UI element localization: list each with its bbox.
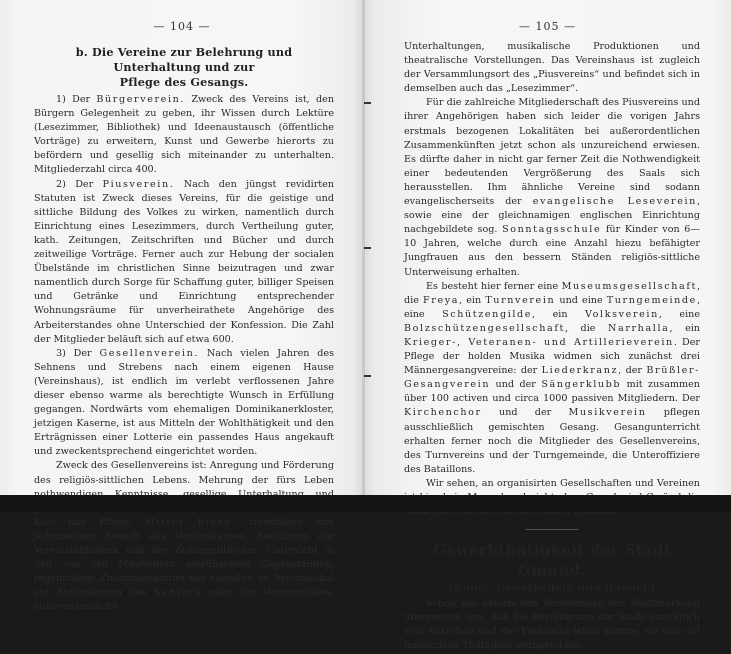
emphasized-term: evangelische Leseverein: [532, 196, 697, 208]
paragraph-text: mit zusammen über 100 activen und circa 1000 passiven Mitgliedern. Der: [404, 379, 700, 405]
section-heading: b. Die Vereine zur Belehrung und Unterhaltung und zur: [75, 45, 293, 74]
paragraph-text: Es besteht hier ferner eine: [426, 280, 562, 292]
paragraph-text: und der: [490, 379, 542, 391]
paragraph-text: und der: [481, 407, 569, 419]
paragraph-text: freiwilliger und jederzeitiger Besuch des Vereinshauses, Benützung der Vereinsbibliothek und der Zeitungsliteratur, Unterricht in den von den Mitgliedern gewünschten Gegenständen, regelmäßige Zusammenkünfte der Gesellen im Vereinslokal auf Aufforderung des: [34, 516, 335, 599]
paragraph-text: , der: [618, 365, 647, 377]
paragraph-text: , ein: [459, 294, 486, 306]
left-page-body: [34, 45, 334, 614]
paragraph-text: pflegen ausschließlich gemischten Gesang. Gesangunterricht erhalten ferner noch die Mitglieder des Gesellenvereins, des Turnvereins und der Turngemeinde, die Unteroffiziere des Bataillons.: [404, 407, 700, 475]
emphasized-term: Brüßler-Gesangverein: [404, 365, 700, 391]
paragraph-text: , die: [404, 280, 700, 306]
paragraph-text: Nach vielen Jahren des Sehnens und Strebens nach einem eigenen Hause (Vereinshaus), ist endlich im verlebt verflossenen Jahre dieser ebenso warme als berechtigte Wunsch in Erfüllung gegangen. Nordwärts vom ehemaligen Dominikanerkloster, jetzigen Kaserne, ist aus Mitteln der Wohlthätigkeit und den Erträgnissen einer Lotterie ein passendes Haus angekauft und zweckentsprechend eingerichtet worden.: [34, 347, 335, 458]
spine-binding-mark: [364, 247, 371, 249]
paragraph-text: Nach den jüngst revidirten Statuten ist Zweck dieses Vereins, für die geistige und sittliche Bildung des Volkes zu wirken, namentlich durch Einrichtung eines Lesezimmers, durch Vertheilung guter, kath. Zeitungen, Zeitschriften und Bücher und durch zeitweilige Vorträge. Ferner auch zur Hebung der socialen Übelstände im christlichen Sinne beizutragen und zwar namentlich durch Sorge für Schaffung guter, billiger Speisen und Getränke und Einrichtung entsprechender Wohnungsräume für unverheirathete Angehörige des Arbeiterstandes ohne Unterschied der Konfession. Die Zahl der Mitglieder beläuft sich auf etwa 600.: [34, 178, 334, 345]
emphasized-term: Schützengilde: [442, 308, 533, 320]
paragraph-text: , eine: [404, 294, 701, 320]
paragraph-text: . Der Pflege der holden Musika widmen sich zunächst drei Männergesangvereine: der: [404, 336, 700, 377]
paragraph-text: , sowie eine der gleichnamigen englischen Einrichtung nachgebildete sog.: [404, 196, 700, 236]
paragraph-piusverein: [34, 178, 334, 347]
emphasized-term: Krieger-, Veteranen- und Artillerieverein: [404, 336, 674, 348]
paragraph-prefix: 2) Der: [56, 178, 103, 190]
paragraph-text: oder des Vereinspräses, außerordentliche: [34, 587, 334, 613]
emphasized-term: Freya: [423, 294, 460, 306]
emphasized-term: Bürgerverein.: [96, 94, 186, 105]
paragraph-prefix: 3) Der: [56, 347, 100, 359]
page-number-left: — 104 —: [153, 20, 211, 33]
scan-bottom-edge: [0, 495, 731, 512]
emphasized-term: Narrhalla: [608, 322, 670, 334]
emphasized-term: Musikverein: [568, 407, 647, 419]
paragraph-text: für Kinder von 6—10 Jahren, welche durch eine Anzahl hiezu befähigter Jungfrauen aus den bessern Ständen religiös-sittliche Unterweisung erhalten.: [404, 224, 701, 278]
emphasized-term: Sonntagsschule: [502, 224, 602, 236]
emphasized-term: Gesellenverein.: [99, 347, 200, 359]
emphasized-term: Museumsgesellschaft: [561, 280, 697, 292]
emphasized-term: Bolzschützengesellschaft: [404, 322, 565, 334]
paragraph-text: , die: [564, 322, 608, 334]
emphasized-term: Turngemeinde: [606, 294, 697, 306]
paragraph-mitgliederschaft: [404, 96, 700, 279]
emphasized-term: Turnverein: [485, 294, 556, 306]
paragraph-text: , ein: [669, 322, 700, 334]
section-subtitle: (Kunst, Gewerbefleiß und Handel.): [448, 582, 656, 595]
emphasized-term: Seniors: [153, 587, 202, 599]
right-page-body: [404, 40, 700, 654]
page-number-right: — 105 —: [519, 20, 576, 33]
emphasized-term: Piusverein.: [102, 178, 175, 190]
paragraph-buergerverein: [34, 93, 334, 178]
right-page: [364, 0, 731, 652]
section-heading-line2: Pflege des Gesangs.: [119, 75, 249, 89]
paragraph-text: Zweck des Gesellenvereins ist: Anregung und Förderung des religiös-sittlichen Lebens. Mehrung der fürs Leben Kost und Pflege.: [34, 460, 334, 528]
paragraph-text: Zweck des Vereins ist, den Bürgern Gelegenheit zu geben, ihr Wissen durch Lektüre (Lesezimmer, Bibliothek) und Ideenaustausch (öffentliche Vorträge) zu erweitern, Kunst und Gewerbe hierorts zu befördern und gesellig sich miteinander zu unterhalten. Mitgliederzahl circa 400.: [34, 94, 334, 176]
spine-binding-mark: [364, 375, 371, 377]
emphasized-term: Volksverein: [585, 308, 659, 320]
paragraph-gesellschaften: [404, 280, 700, 477]
paragraph-prefix: 1) Der: [56, 94, 97, 105]
paragraph-continuation: Unterhaltungen, musikalische Produktionen und theatralische Vorstellungen. Das Vereinshaus ist zugleich der Versammlungsort des „Piusvereins“ und befindet sich in demselben auch das „Lesezimmer“.: [404, 41, 700, 95]
paragraph-text: , ein: [532, 308, 586, 320]
emphasized-term: Sängerklubb: [541, 379, 622, 391]
paragraph-text: Für die zahlreiche Mitgliederschaft des Piusvereins und ihrer Angehörigen haben sich leider die vorigen Jahrs erstmals bezogenen Lokalitäten bei außerordentlichen Zusammenkünften jetzt schon als unzureichend erwiesen. Es dürfte daher in nicht gar ferner Zeit die Nothwendigkeit einer bedeutenden Vergrößerung des Saals sich herausstellen. Ihm ähnliche Vereine sind sodann evangelischerseits der: [404, 97, 700, 208]
paragraph-text: , eine: [658, 308, 700, 320]
paragraph-conclusion: Wir sehen, an organisirten Gesellschaften und Vereinen: [426, 477, 700, 489]
paragraph-gewerbe: Schon die natürlichen Verhältnisse der Stadtmarkung überzeugen uns, daß die Bevölkerung der Stadt unmöglich vom Ackerbau und der Viehzucht leben konnte; sie war auf industrielle Thätigkeit zwingend hin-: [404, 598, 700, 652]
emphasized-term: Mittel hiezu:: [144, 516, 237, 528]
left-page: [0, 0, 364, 613]
paragraph-text: und eine: [555, 294, 607, 306]
section-divider: [526, 529, 578, 530]
section-title: Gewerbthätigkeit der Stadt Gmünd.: [433, 541, 671, 580]
spine-binding-mark: [364, 102, 371, 104]
emphasized-term: Kirchenchor: [404, 407, 482, 419]
emphasized-term: Liederkranz: [541, 365, 619, 377]
paragraph-gesellenverein: [34, 347, 334, 460]
paragraph-zweck: [34, 459, 334, 614]
